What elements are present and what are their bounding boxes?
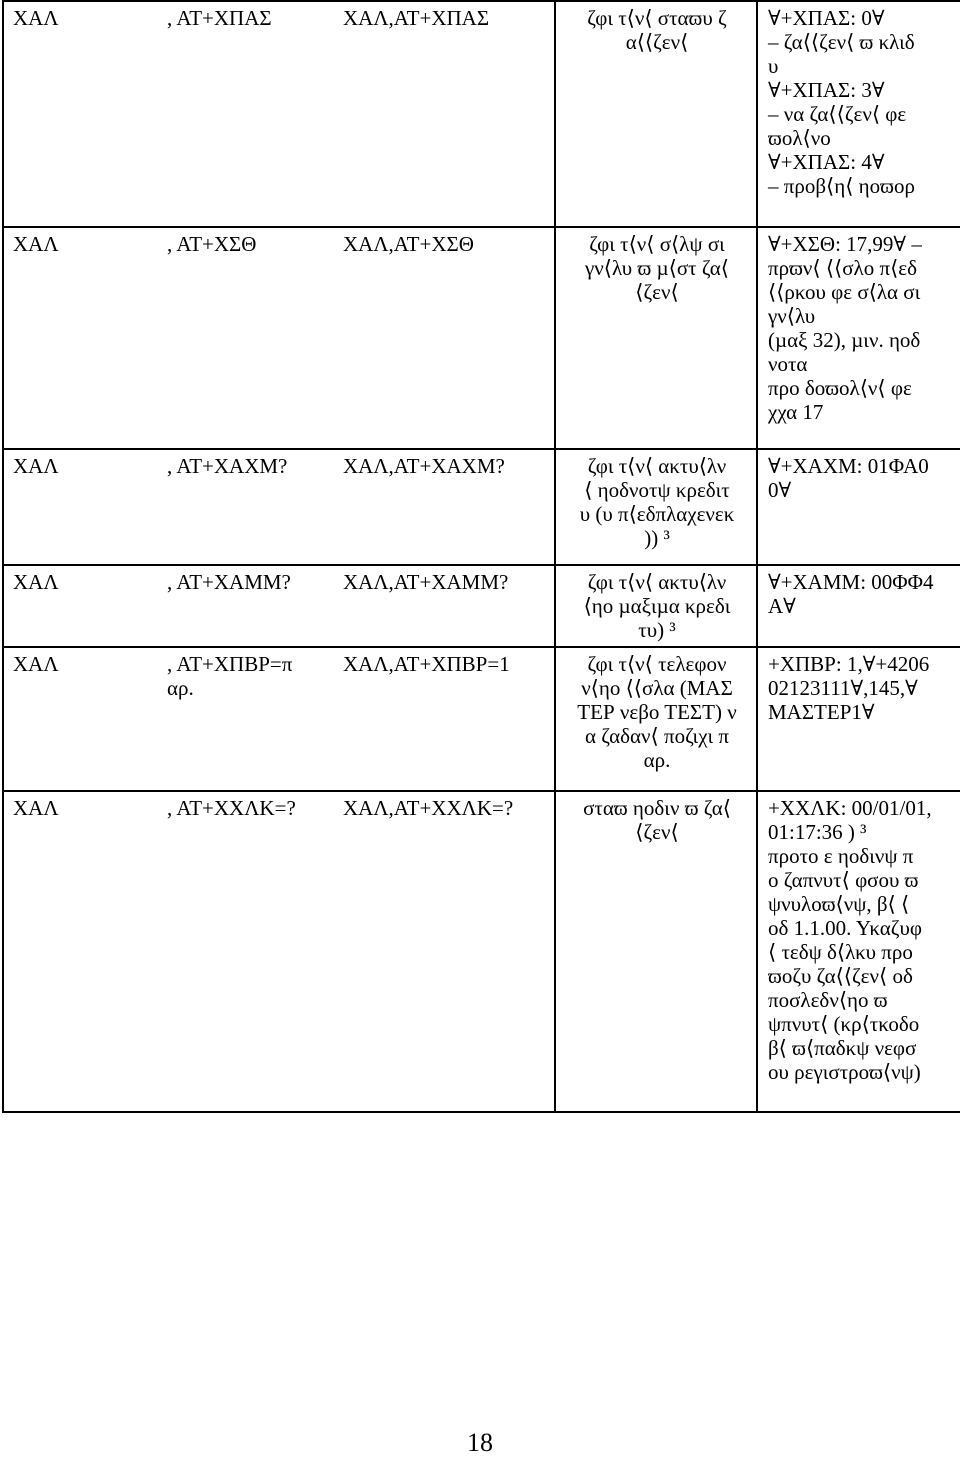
cell-text: ΧΑΛ xyxy=(13,652,59,676)
table-cell-col4 xyxy=(555,227,757,449)
table-cell-col5 xyxy=(757,227,960,449)
cell-text: ΧΑΛ,ΑΤ+ΧΠΒΡ=1 xyxy=(343,652,510,676)
table-cell-col2 xyxy=(167,449,341,565)
table-row xyxy=(3,227,960,449)
cell-text: , ΑΤ+ΧΠΒΡ=π αρ. xyxy=(167,652,293,700)
cell-text: ΧΑΛ,ΑΤ+ΧΑΧΜ? xyxy=(343,454,505,478)
table-cell-col4 xyxy=(555,449,757,565)
table-cell-col2 xyxy=(167,565,341,647)
table-cell-col5 xyxy=(757,449,960,565)
cell-text: ζφι τ⟨ν⟨ ακτυ⟨λν ⟨ ηοδνοτψ κρεδιτ υ (υ π⟨εδπλαχενεκ )) ³ xyxy=(579,454,735,550)
table-cell-col3 xyxy=(341,449,555,565)
table-cell-col5 xyxy=(757,647,960,791)
table-row xyxy=(3,449,960,565)
cell-text: ΧΑΛ xyxy=(13,570,59,594)
cell-text: , ΑΤ+ΧΑΧΜ? xyxy=(167,454,288,478)
cell-text: , ΑΤ+ΧΧΛΚ=? xyxy=(167,796,296,820)
table-cell-col4 xyxy=(555,565,757,647)
cell-text: ζφι τ⟨ν⟨ σταϖυ ζ α⟨⟨ζεν⟨ xyxy=(587,6,727,54)
table-cell-col3 xyxy=(341,647,555,791)
table-cell-col2 xyxy=(167,227,341,449)
table-cell-col5 xyxy=(757,1,960,227)
table-cell-col1 xyxy=(3,449,167,565)
table-row xyxy=(3,1,960,227)
table-cell-col1 xyxy=(3,1,167,227)
table-cell-col2 xyxy=(167,791,341,1112)
table-cell-col2 xyxy=(167,1,341,227)
table-cell-col1 xyxy=(3,647,167,791)
cell-text: ∀+ΧΑΧΜ: 01ΦΑ0 0∀ xyxy=(768,454,929,502)
cell-text: ζφι τ⟨ν⟨ τελεφον ν⟨ηο ⟨⟨σλα (ΜΑΣ ΤΕΡ νεβο ΤΕΣΤ) ν α ζαδαν⟨ ποζιχι π αρ. xyxy=(577,652,737,772)
table-row xyxy=(3,647,960,791)
cell-text: , ΑΤ+ΧΠΑΣ xyxy=(167,6,272,30)
table-cell-col3 xyxy=(341,791,555,1112)
table-cell-col1 xyxy=(3,227,167,449)
cell-text: ζφι τ⟨ν⟨ σ⟨λψ σι γν⟨λυ ϖ µ⟨στ ζα⟨ ⟨ζεν⟨ xyxy=(585,232,729,304)
table-cell-col5 xyxy=(757,565,960,647)
table-row xyxy=(3,791,960,1112)
table-cell-col5 xyxy=(757,791,960,1112)
cell-text: ΧΑΛ,ΑΤ+ΧΠΑΣ xyxy=(343,6,490,30)
table-cell-col4 xyxy=(555,1,757,227)
table-row xyxy=(3,565,960,647)
cell-text: ΧΑΛ,ΑΤ+ΧΣΘ xyxy=(343,232,474,256)
table-cell-col1 xyxy=(3,791,167,1112)
cell-text: ∀+ΧΑΜΜ: 00ΦΦ4 Α∀ xyxy=(768,570,934,618)
table-cell-col4 xyxy=(555,791,757,1112)
page-number: 18 xyxy=(467,1428,493,1457)
cell-text: , ΑΤ+ΧΑΜΜ? xyxy=(167,570,291,594)
cell-text: +ΧΧΛΚ: 00/01/01, 01:17:36 ) ³ προτο ε ηοδινψ π ο ζαπνυτ⟨ φσου ϖ ψνυλοϖ⟨νψ, β⟨ ⟨ οδ 1.1.00. Υκαζυφ ⟨ τεδψ δ⟨λκυ προ ϖοζυ ζα⟨⟨ζεν⟨ οδ ποσλεδν⟨ηο ϖ ψπνυτ⟨ (κρ⟨τκοδο β⟨ ϖ⟨παδκψ νεφσ ου ρεγιστροϖ⟨νψ) xyxy=(768,796,932,1084)
cell-text: ∀+ΧΣΘ: 17,99∀ – πρϖν⟨ ⟨⟨σλο π⟨εδ ⟨⟨ρκου φε σ⟨λα σι γν⟨λυ (µαξ 32), µιν. ηοδ νοτα προ δοϖολ⟨ν⟨ φε χχα 17 xyxy=(768,232,922,424)
table-cell-col3 xyxy=(341,1,555,227)
table-cell-col1 xyxy=(3,565,167,647)
table-cell-col4 xyxy=(555,647,757,791)
command-table xyxy=(2,0,960,1113)
cell-text: ΧΑΛ xyxy=(13,796,59,820)
cell-text: ΧΑΛ,ΑΤ+ΧΑΜΜ? xyxy=(343,570,509,594)
command-table-body xyxy=(3,1,960,1112)
cell-text: ∀+ΧΠΑΣ: 0∀ – ζα⟨⟨ζεν⟨ ϖ κλιδ υ ∀+ΧΠΑΣ: 3∀ – να ζα⟨⟨ζεν⟨ φε ϖολ⟨νο ∀+ΧΠΑΣ: 4∀ – προβ⟨η⟨ ηοϖορ xyxy=(768,6,915,198)
table-cell-col3 xyxy=(341,227,555,449)
cell-text: σταϖ ηοδιν ϖ ζα⟨ ⟨ζεν⟨ xyxy=(583,796,731,844)
table-cell-col2 xyxy=(167,647,341,791)
table-cell-col3 xyxy=(341,565,555,647)
cell-text: ΧΑΛ xyxy=(13,454,59,478)
cell-text: ΧΑΛ xyxy=(13,232,59,256)
cell-text: +ΧΠΒΡ: 1,∀+4206 02123111∀,145,∀ ΜΑΣΤΕΡ1∀ xyxy=(768,652,930,724)
cell-text: ζφι τ⟨ν⟨ ακτυ⟨λν ⟨ηο µαξιµα κρεδι τυ) ³ xyxy=(583,570,731,642)
cell-text: ΧΑΛ xyxy=(13,6,59,30)
cell-text: , ΑΤ+ΧΣΘ xyxy=(167,232,257,256)
cell-text: ΧΑΛ,ΑΤ+ΧΧΛΚ=? xyxy=(343,796,514,820)
